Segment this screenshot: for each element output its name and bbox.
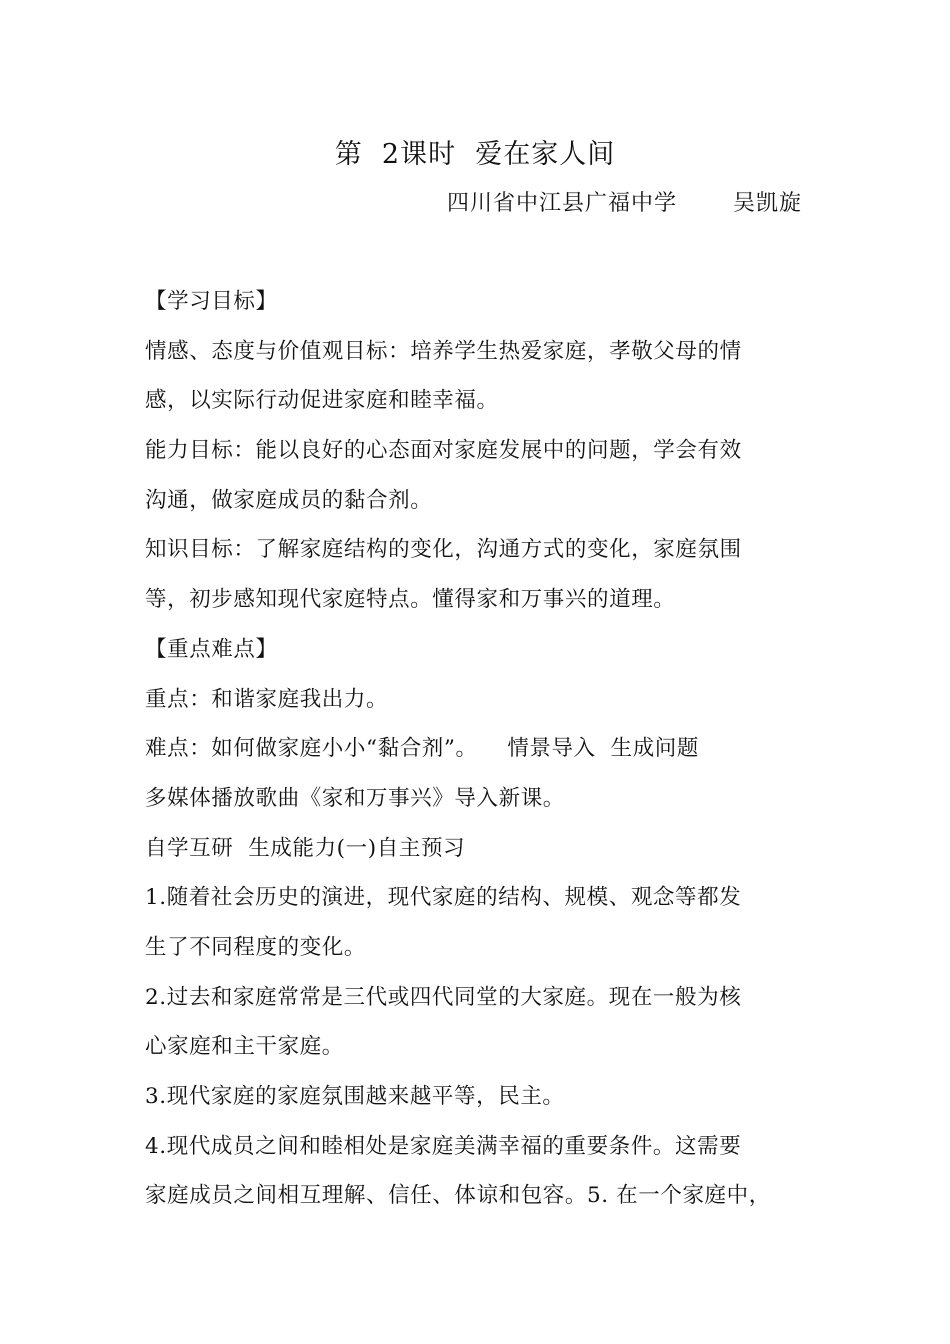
body-line: 重点：和谐家庭我出力。 — [145, 686, 389, 712]
body-line: 2.过去和家庭常常是三代或四代同堂的大家庭。现在一般为核 — [145, 984, 742, 1010]
section-heading-key-points: 【重点难点】 — [145, 636, 278, 662]
section-heading-objectives: 【学习目标】 — [145, 289, 278, 314]
body-line: 心家庭和主干家庭。 — [145, 1034, 344, 1060]
body-line: 3.现代家庭的家庭氛围越来越平等，民主。 — [145, 1084, 565, 1109]
body-line: 等，初步感知现代家庭特点。懂得家和万事兴的道理。 — [145, 587, 676, 613]
body-line: 情感、态度与价值观目标：培养学生热爱家庭，孝敬父母的情 — [145, 338, 742, 364]
document-body — [145, 284, 825, 1228]
body-line: 多媒体播放歌曲《家和万事兴》导入新课。 — [145, 785, 565, 811]
body-line: 自学互研 生成能力(一)自主预习 — [145, 835, 466, 861]
body-line: 能力目标：能以良好的心态面对家庭发展中的问题，学会有效 — [145, 438, 742, 464]
body-line: 感，以实际行动促进家庭和睦幸福。 — [145, 388, 499, 414]
body-line: 知识目标：了解家庭结构的变化，沟通方式的变化，家庭氛围 — [145, 537, 742, 563]
body-line: 4.现代成员之间和睦相处是家庭美满幸福的重要条件。这需要 — [145, 1133, 742, 1159]
body-line: 生了不同程度的变化。 — [145, 934, 367, 960]
body-line: 难点：如何做家庭小小“黏合剂”。 情景导入 生成问题 — [145, 736, 699, 762]
body-line: 沟通，做家庭成员的黏合剂。 — [145, 487, 433, 513]
lesson-title: 第 2课时 爱在家人间 — [334, 139, 616, 170]
author-line: 四川省中江县广福中学 吴凯旋 — [447, 191, 802, 216]
body-line: 1.随着社会历史的演进，现代家庭的结构、规模、观念等都发 — [145, 885, 742, 911]
body-line: 家庭成员之间相互理解、信任、体谅和包容。5. 在一个家庭中， — [145, 1183, 771, 1209]
